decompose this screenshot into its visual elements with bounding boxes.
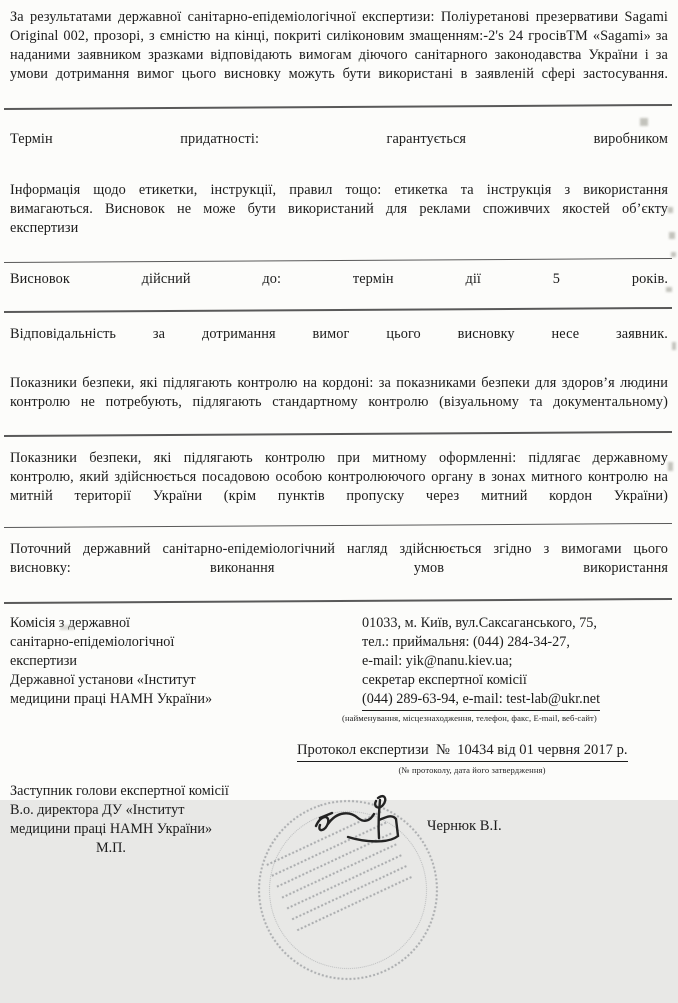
commission-block [10,614,310,724]
contact-secretary: секретар експертної комісії [362,672,527,688]
contact-email: e-mail: yik@nanu.kiev.ua; [362,653,513,669]
scan-artifact [666,287,672,292]
commission-line: Комісія з державної [10,615,130,631]
commission-line: Державної установи «Інститут [10,672,196,688]
signer-role-line: Заступник голови експертної комісії [10,783,229,799]
signer-role-line: медицини праці НАМН України» [10,821,213,837]
separator-line [4,258,672,263]
separator-line [4,431,672,437]
stamp-place-label: М.П. [96,840,126,856]
scan-artifact [669,232,675,239]
paragraph-border-control: Показники безпеки, які підлягають контролю на кордоні: за показниками безпеки для здоров’я людини контролю не потребують, підлягають стандартному контролю (візуальному та документальному) [10,375,668,410]
signer-role-line: В.о. директора ДУ «Інститут [10,802,185,818]
contact-secretary-phone-email: (044) 289-63-94, e-mail: test-lab@ukr.net [362,690,600,711]
contact-phone: тел.: приймальня: (044) 284-34-27, [362,634,570,650]
paragraph-responsibility: Відповідальність за дотримання вимог цього висновку несе заявник. [10,326,668,342]
signature-scribble-icon [310,788,430,848]
commission-line: санітарно-епідеміологічної [10,634,175,650]
scan-artifact [60,625,74,630]
scan-artifact [640,118,648,126]
contact-block [342,614,601,724]
paragraph-current-surveillance: Поточний державний санітарно-епідеміологічний нагляд здійснюється згідно з вимогами цього висновку: виконання умов використання [10,541,668,576]
separator-line [4,104,672,110]
commission-line: експертизи [10,653,77,669]
paragraph-customs-control: Показники безпеки, які підлягають контролю при митному оформленні: підлягає державному контролю, який здійснюється посадовою особою контролюючого органу в зонах митного контролю на митній території України (крім пунктів пропуску через митний кордон України) [10,450,668,504]
contact-address: 01033, м. Київ, вул.Саксаганського, 75, [362,615,597,631]
protocol-number-line: Протокол експертизи № 10434 від 01 червня 2017 р. [297,740,628,762]
paragraph-validity: Висновок дійсний до: термін дії 5 років. [10,271,668,287]
protocol-block [297,740,647,776]
contact-field-caption: (найменування, місцезнаходження, телефон, факс, E-mail, веб-сайт) [342,713,597,723]
paragraph-label-info: Інформація щодо етикетки, інструкції, правил тощо: етикетка та інструкція з використання вимагаються. Висновок не може бути використаний для реклами споживчих якостей об’єкту експертизи [10,182,668,236]
issuer-contact-section [10,614,668,724]
commission-line: медицини праці НАМН України» [10,691,213,707]
signature-section [10,782,668,920]
scan-artifact [671,252,676,257]
paragraph-shelf-life: Термін придатності: гарантується виробником [10,131,668,147]
scan-artifact [668,207,673,213]
protocol-field-caption: (№ протоколу, дата його затвердження) [398,765,546,775]
scan-artifact [668,462,673,471]
signer-name: Чернюк В.І. [427,818,502,834]
paragraph-expertise-result: За результатами державної санітарно-епідеміологічної експертизи: Поліуретанові презервативи Sagami Original 002, прозорі, з ємністю на кінці, покриті силіконовим змащенням:-2's 24 гросівТМ «Sagami» за наданими заявником зразками відповідають вимогам діючого санітарного законодавства України і за умови дотримання вимог цього висновку можуть бути використані в заявленій сфері застосування. [10,9,668,82]
scan-artifact [672,342,676,350]
separator-line [4,598,672,604]
